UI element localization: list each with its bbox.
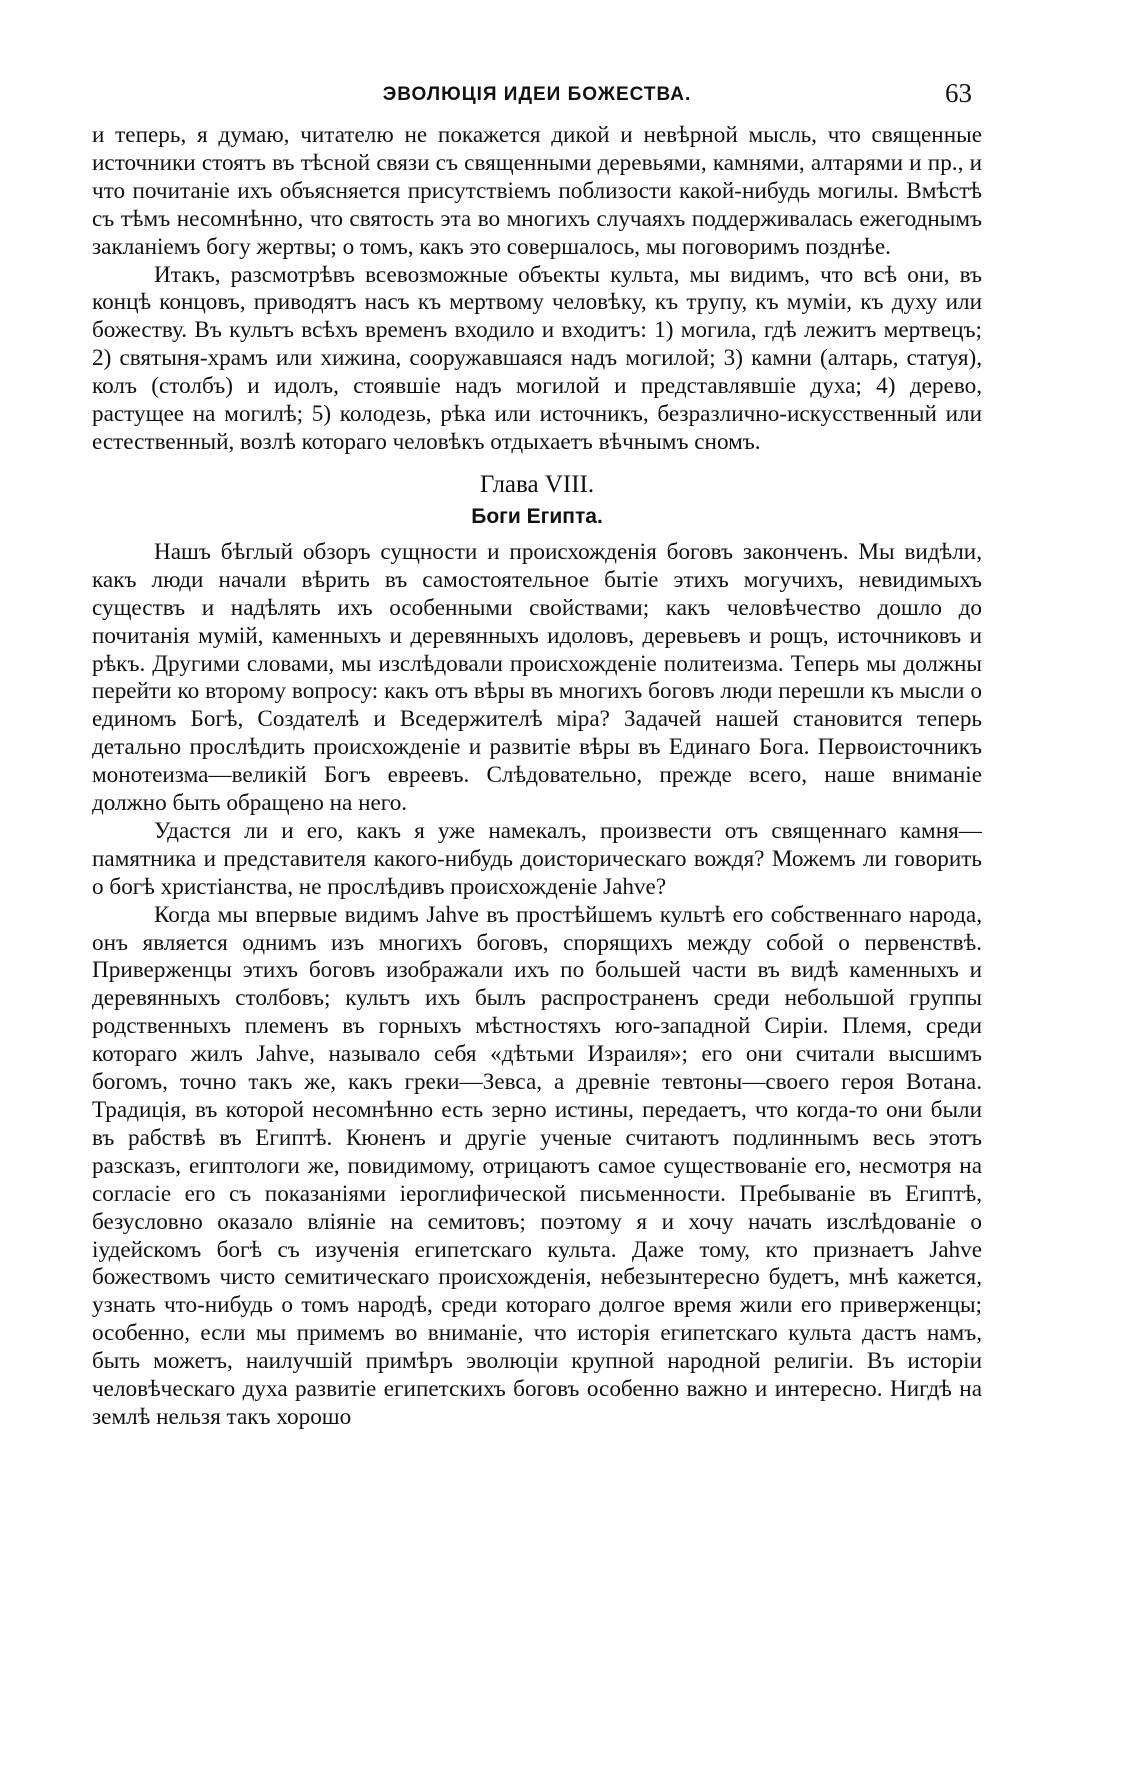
paragraph-continued: и теперь, я думаю, читателю не покажется дикой и невѣрной мысль, что священные источники стоятъ въ тѣсной связи съ священными деревьями, камнями, алтарями и пр., и что почитаніе ихъ объясняется присутствіемъ поблизости какой-нибудь могилы. Вмѣстѣ съ тѣмъ несомнѣнно, что святость эта во многихъ случаяхъ поддерживалась ежегоднымъ закланіемъ богу жертвы; о томъ, какъ это совершалось, мы поговоримъ позднѣе. xyxy=(92,122,982,260)
chapter-heading: Глава VIII. xyxy=(479,470,595,498)
page-number: 63 xyxy=(945,78,972,108)
paragraph-jahve: Когда мы впервые видимъ Jahve въ простѣйшемъ культѣ его собственнаго народа, онъ является однимъ изъ многихъ боговъ, спорящихъ между собой о первенствѣ. Приверженцы этихъ боговъ изображали ихъ по большей части въ видѣ каменныхъ и деревянныхъ столбовъ; культъ ихъ былъ распространенъ среди небольшой группы родственныхъ племенъ въ горныхъ мѣстностяхъ юго-западной Сиріи. Племя, среди котораго жилъ Jahve, называло себя «дѣтьми Израиля»; его они считали высшимъ богомъ, точно такъ же, какъ греки—Зевса, а древніе тевтоны—своего героя Вотана. Традиція, въ которой несомнѣнно есть зерно истины, передаетъ, что когда-то они были въ рабствѣ въ Египтѣ. Кюненъ и другіе ученые считаютъ подлиннымъ весь этотъ разсказъ, египтологи же, повидимому, отрицаютъ самое существованіе его, несмотря на согласіе его съ показаніями іероглифической письменности. Пребываніе въ Египтѣ, безусловно оказало вліяніе на семитовъ; поэтому я и хочу начать изслѣдованіе о іудейскомъ богѣ съ изученія египетскаго культа. Даже тому, кто признаетъ Jahve божествомъ чисто семитическаго происхожденія, небезынтересно будетъ, мнѣ кажется, узнать что-нибудь о томъ народѣ, среди котораго долгое время жили его приверженцы; особенно, если мы примемъ во вниманіе, что исторія египетскаго культа дастъ намъ, быть можетъ, наилучшій примѣръ эволюціи крупной народной религіи. Въ исторіи человѣческаго духа развитіе египетскихъ боговъ особенно важно и интересно. Нигдѣ на землѣ нельзя такъ хорошо xyxy=(92,901,982,1430)
paragraph-question: Удастся ли и его, какъ я уже намекалъ, произвести отъ священнаго камня—памятника и представителя какого-нибудь доисторическаго вождя? Можемъ ли говорить о богѣ христіанства, не прослѣдивъ происхожденіе Jahve? xyxy=(92,817,982,900)
running-head xyxy=(92,72,982,116)
paragraph-summary: Итакъ, разсмотрѣвъ всевозможные объекты культа, мы видимъ, что всѣ они, въ концѣ концовъ, приводятъ насъ къ мертвому человѣку, къ трупу, къ муміи, къ духу или божеству. Въ культъ всѣхъ временъ входило и входитъ: 1) могила, гдѣ лежитъ мертвецъ; 2) святыня-храмъ или хижина, сооружавшаяся надъ могилой; 3) камни (алтарь, статуя), колъ (столбъ) и идолъ, стоявшіе надъ могилой и представлявшіе духа; 4) дерево, растущее на могилѣ; 5) колодезь, рѣка или источникъ, безразлично-искусственный или естественный, возлѣ котораго человѣкъ отдыхаетъ вѣчнымъ сномъ. xyxy=(92,261,982,455)
running-title: ЭВОЛЮЦІЯ ИДЕИ БОЖЕСТВА. xyxy=(382,84,692,105)
chapter-title: Боги Египта. xyxy=(471,504,603,528)
paragraph-overview: Нашъ бѣглый обзоръ сущности и происхожденія боговъ законченъ. Мы видѣли, какъ люди начали вѣрить въ самостоятельное бытіе этихъ могучихъ, невидимыхъ существъ и надѣлять ихъ особенными свойствами; какъ человѣчество дошло до почитанія мумій, каменныхъ и деревянныхъ идоловъ, деревьевъ и рощъ, источниковъ и рѣкъ. Другими словами, мы изслѣдовали происхожденіе политеизма. Теперь мы должны перейти ко второму вопросу: какъ отъ вѣры въ многихъ боговъ люди перешли къ мысли о единомъ Богѣ, Создателѣ и Вседержителѣ міра? Задачей нашей становится теперь детально прослѣдить происхожденіе и развитіе вѣры въ Единаго Бога. Первоисточникъ монотеизма—великій Богъ евреевъ. Слѣдовательно, прежде всего, наше вниманіе должно быть обращено на него. xyxy=(92,538,982,817)
book-page xyxy=(92,72,982,1432)
